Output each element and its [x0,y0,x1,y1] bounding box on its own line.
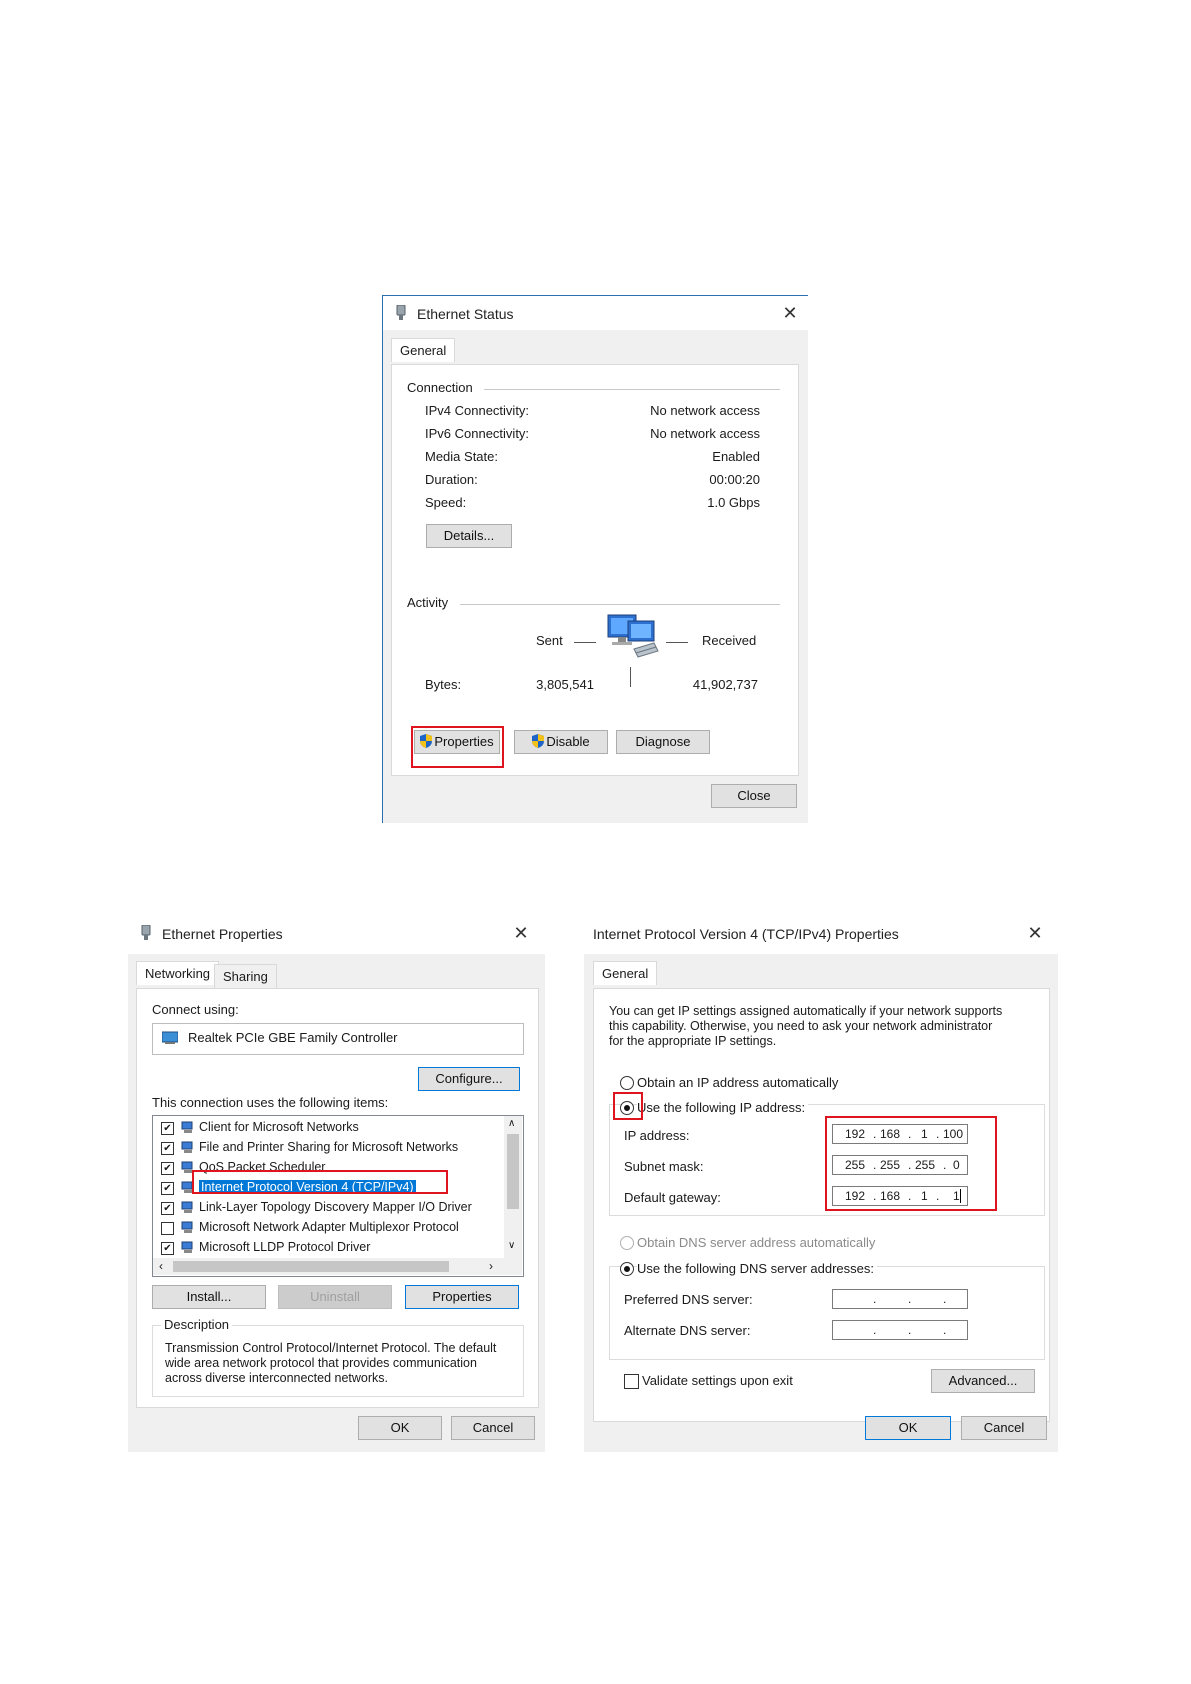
list-item[interactable] [153,1239,503,1257]
window-title: Internet Protocol Version 4 (TCP/IPv4) Properties [593,926,899,942]
ip-address-field[interactable]: 192 . 168 . 1 . 100 [832,1124,968,1144]
octet: 255 [845,1158,866,1172]
item-label: Link-Layer Topology Discovery Mapper I/O Driver [199,1200,472,1214]
close-icon[interactable]: ✕ [782,303,798,323]
status-row-value: Enabled [712,449,760,464]
use-following-ip-label[interactable]: Use the following IP address: [637,1100,808,1115]
network-adapter-icon [140,925,152,941]
status-row-label: Speed: [425,495,467,510]
octet: 255 [880,1158,901,1172]
subnet-mask-field[interactable]: 255 . 255 . 255 . 0 [832,1155,968,1175]
alternate-dns-label: Alternate DNS server: [624,1323,751,1338]
item-label: QoS Packet Scheduler [199,1160,326,1174]
ethernet-status-dialog [382,295,808,823]
title-bar [584,916,1058,954]
description-line: across diverse interconnected networks. [165,1371,389,1385]
ip-address-label: IP address: [624,1128,690,1143]
networking-panel [136,988,539,1408]
window-title: Ethernet Properties [162,926,283,942]
scroll-thumb[interactable] [173,1261,449,1272]
preferred-dns-field[interactable]: . . . [832,1289,968,1309]
alternate-dns-field[interactable]: . . . [832,1320,968,1340]
use-following-dns-radio[interactable] [620,1262,634,1276]
received-label: Received [702,633,757,648]
uninstall-button: Uninstall [278,1285,392,1309]
general-panel [593,988,1050,1422]
item-checkbox[interactable]: ✔ [161,1242,174,1255]
general-panel [391,364,799,776]
divider [484,389,780,390]
octet: 0 [953,1158,960,1172]
tab-sharing[interactable]: Sharing [214,964,277,988]
item-checkbox[interactable] [161,1222,174,1235]
obtain-ip-auto-label[interactable]: Obtain an IP address automatically [637,1075,839,1090]
item-label: Microsoft LLDP Protocol Driver [199,1240,371,1254]
network-card-icon [162,1031,178,1045]
list-item[interactable] [153,1119,503,1137]
tab-general[interactable]: General [593,961,657,985]
obtain-dns-auto-radio [620,1236,634,1250]
preferred-dns-label: Preferred DNS server: [624,1292,753,1307]
network-component-icon [181,1201,195,1214]
received-line [666,642,688,643]
annotation-highlight [613,1092,643,1120]
network-component-icon [181,1141,195,1154]
ok-button[interactable]: OK [358,1416,442,1440]
validate-checkbox[interactable] [624,1374,639,1389]
network-computers-icon [606,613,660,663]
scroll-left-icon[interactable]: ‹ [159,1259,163,1273]
status-row-value: No network access [650,426,760,441]
octet: 192 [845,1189,866,1203]
vertical-scrollbar[interactable] [504,1116,522,1258]
close-icon[interactable]: ✕ [1027,923,1043,943]
status-row-value: 1.0 Gbps [707,495,760,510]
octet: 100 [943,1127,964,1141]
close-button[interactable]: Close [711,784,797,808]
validate-label[interactable]: Validate settings upon exit [642,1373,793,1388]
default-gateway-field[interactable]: 192 . 168 . 1 . 1 [832,1186,968,1206]
cancel-button[interactable]: Cancel [961,1416,1047,1440]
obtain-ip-auto-radio[interactable] [620,1076,634,1090]
title-bar [128,916,545,954]
octet: 1 [953,1189,960,1203]
obtain-dns-auto-label: Obtain DNS server address automatically [637,1235,876,1250]
description-line: wide area network protocol that provides communication [165,1356,477,1370]
list-item[interactable] [153,1219,503,1237]
sent-label: Sent [536,633,563,648]
item-checkbox[interactable]: ✔ [161,1162,174,1175]
disable-label: Disable [546,734,590,749]
use-following-dns-label[interactable]: Use the following DNS server addresses: [637,1261,877,1276]
network-component-icon [181,1221,195,1234]
octet: 168 [880,1127,901,1141]
scroll-thumb[interactable] [507,1134,519,1209]
ok-button[interactable]: OK [865,1416,951,1440]
details-button[interactable]: Details... [426,524,512,548]
list-item[interactable] [153,1139,503,1157]
subnet-mask-label: Subnet mask: [624,1159,704,1174]
scroll-right-icon[interactable]: › [489,1259,493,1273]
tab-networking[interactable]: Networking [136,961,219,985]
properties-button[interactable]: Properties [405,1285,519,1309]
status-row-label: IPv4 Connectivity: [425,403,530,418]
annotation-highlight [411,726,504,768]
octet: 192 [845,1127,866,1141]
octet: 168 [880,1189,901,1203]
diagnose-button[interactable]: Diagnose [616,730,710,754]
items-label: This connection uses the following items: [152,1095,389,1110]
tab-general[interactable]: General [391,338,455,362]
ipv4-properties-dialog [584,916,1058,1452]
default-gateway-label: Default gateway: [624,1190,721,1205]
status-row-label: IPv6 Connectivity: [425,426,530,441]
item-label: Client for Microsoft Networks [199,1120,359,1134]
ethernet-properties-dialog [128,916,545,1452]
window-title: Ethernet Status [417,306,514,322]
horizontal-scrollbar[interactable] [153,1258,522,1275]
bytes-sent-value: 3,805,541 [536,677,594,692]
cancel-button[interactable]: Cancel [451,1416,535,1440]
divider [460,604,780,605]
status-row-label: Duration: [425,472,478,487]
annotation-highlight [825,1116,997,1211]
octet: 255 [915,1158,936,1172]
item-label: Microsoft Network Adapter Multiplexor Protocol [199,1220,459,1234]
bytes-label: Bytes: [425,677,462,692]
list-item[interactable] [153,1199,503,1217]
status-row-value: 00:00:20 [709,472,760,487]
shield-icon [532,734,544,748]
item-label: File and Printer Sharing for Microsoft Networks [199,1140,459,1154]
network-component-icon [181,1241,195,1254]
connection-heading: Connection [407,380,473,395]
items-list[interactable] [152,1115,524,1277]
scroll-down-icon[interactable]: ∨ [508,1240,516,1251]
description-heading: Description [161,1317,232,1332]
item-checkbox[interactable]: ✔ [161,1142,174,1155]
connect-using-label: Connect using: [152,1002,239,1017]
item-checkbox[interactable]: ✔ [161,1202,174,1215]
item-label: Internet Protocol Version 4 (TCP/IPv4) [201,1180,414,1194]
advanced-button[interactable]: Advanced... [931,1369,1035,1393]
annotation-highlight [192,1170,448,1194]
status-row-label: Media State: [425,449,498,464]
octet: 1 [921,1127,928,1141]
network-component-icon [181,1121,195,1134]
configure-button[interactable]: Configure... [418,1067,520,1091]
intro-line: You can get IP settings assigned automatically if your network supports [609,1004,1003,1018]
status-row-value: No network access [650,403,760,418]
sent-line [574,642,596,643]
bytes-received-value: 41,902,737 [692,677,758,692]
activity-heading: Activity [407,595,449,610]
disable-button[interactable] [514,730,608,754]
intro-line: this capability. Otherwise, you need to ask your network administrator [609,1019,993,1033]
network-adapter-icon [395,305,407,321]
scroll-up-icon[interactable]: ∧ [508,1118,516,1129]
item-checkbox[interactable]: ✔ [161,1182,174,1195]
properties-label: Properties [434,734,494,749]
title-bar [383,296,808,330]
adapter-name: Realtek PCIe GBE Family Controller [188,1030,398,1045]
adapter-box [152,1023,524,1055]
divider-vertical [630,667,631,687]
install-button[interactable]: Install... [152,1285,266,1309]
close-icon[interactable]: ✕ [513,923,529,943]
intro-line: for the appropriate IP settings. [609,1034,777,1048]
dns-group [609,1266,1045,1360]
description-line: Transmission Control Protocol/Internet Protocol. The default [165,1341,497,1355]
octet: 1 [921,1189,928,1203]
item-checkbox[interactable]: ✔ [161,1122,174,1135]
